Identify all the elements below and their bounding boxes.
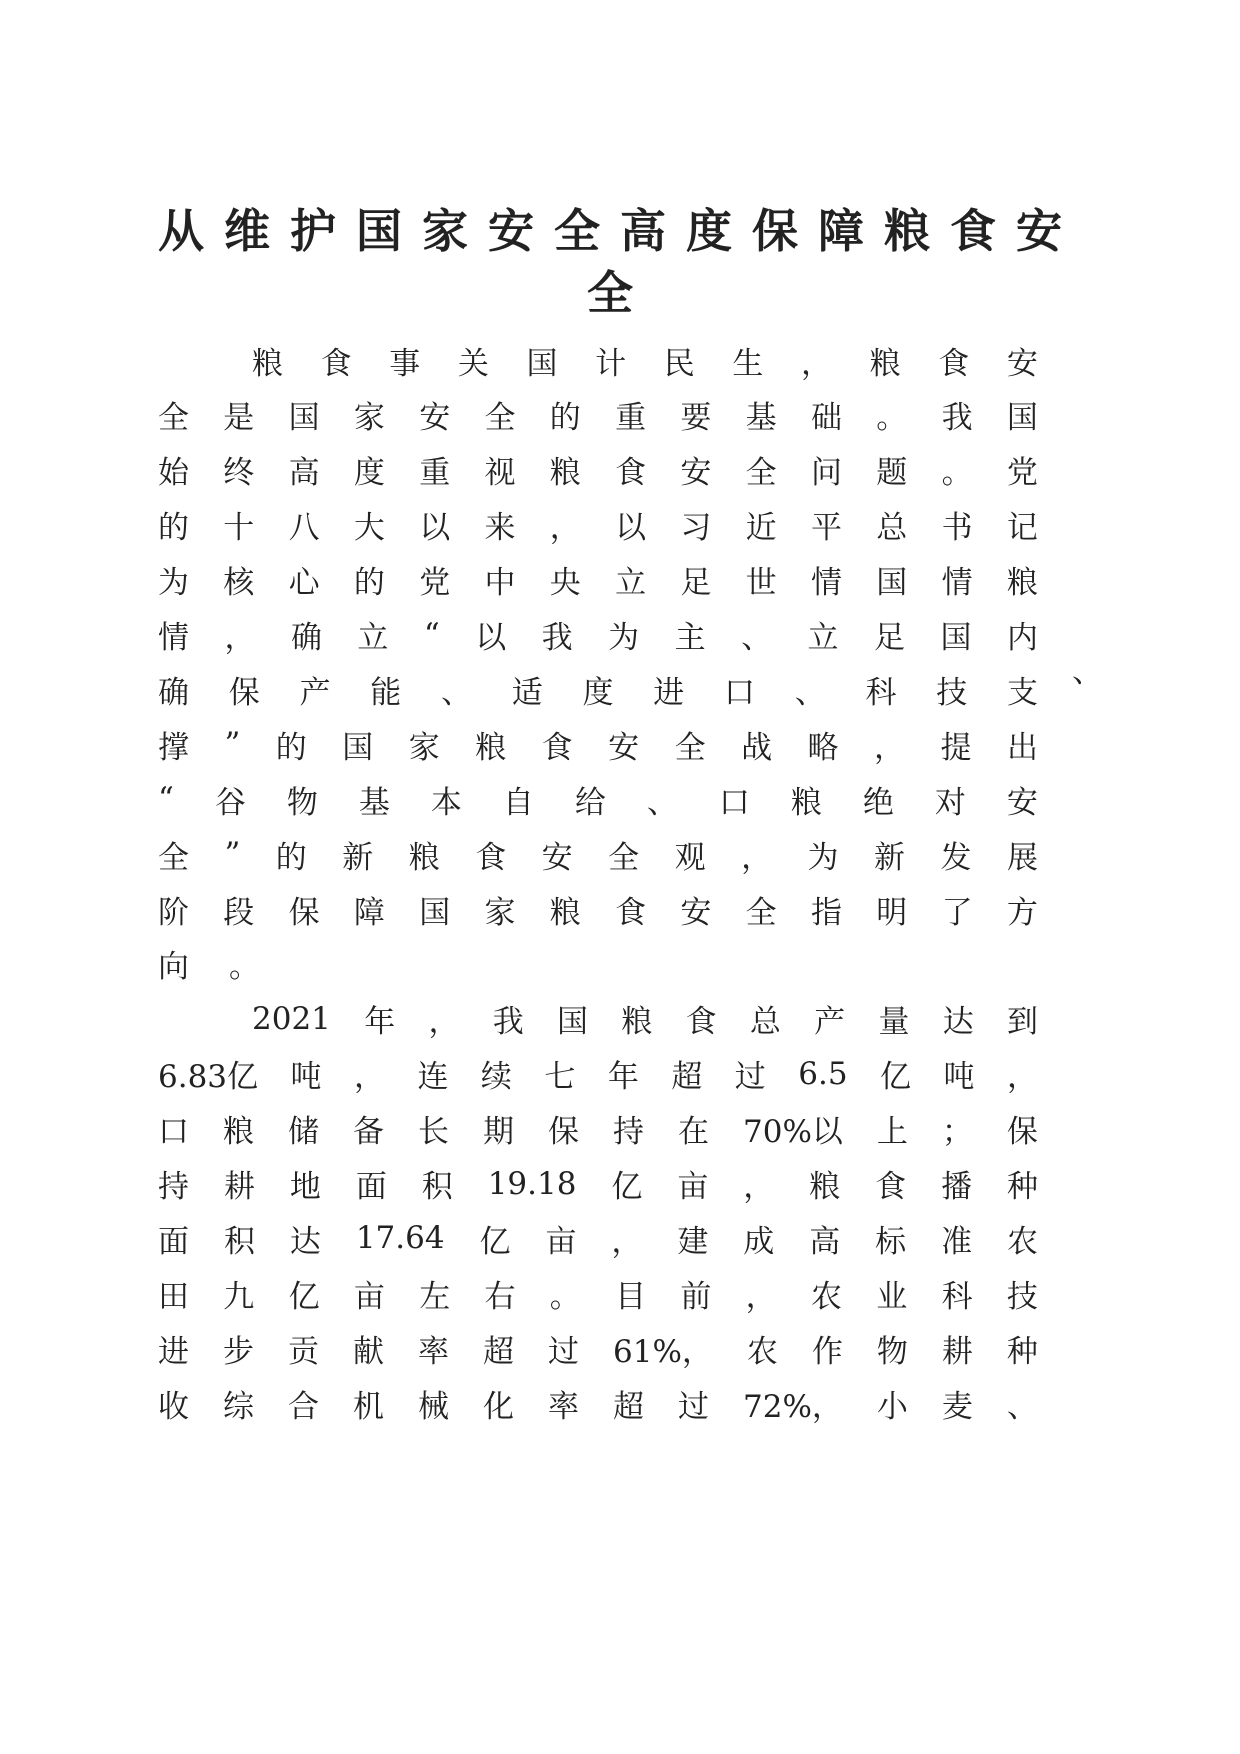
text-line: 收 综 合 机 械 化 率 超 过 72%， 小 麦 、 xyxy=(158,1388,1038,1425)
text-line: 始 终 高 度 重 视 粮 食 安 全 问 题 。 党 xyxy=(158,455,1038,492)
text-line: “ 谷 物 基 本 自 给 、 口 粮 绝 对 安 xyxy=(158,781,1038,821)
text-line: 向 。 xyxy=(158,949,260,986)
document-title: 从维护国家安全高度保障粮食安全 xyxy=(158,204,1082,320)
text-line: 的 十 八 大 以 来 ， 以 习 近 平 总 书 记 xyxy=(158,510,1038,547)
text-line: 情 ， 确 立 “ 以 我 为 主 、 立 足 国 内 xyxy=(158,616,1038,656)
text-line: 为 核 心 的 党 中 央 立 足 世 情 国 情 粮 xyxy=(158,565,1038,602)
text-line: 阶 段 保 障 国 家 粮 食 安 全 指 明 了 方 xyxy=(158,894,1038,931)
text-line: 持 耕 地 面 积 19.18 亿 亩 ， 粮 食 播 种 xyxy=(158,1165,1038,1205)
text-line: 6.83亿 吨 ， 连 续 七 年 超 过 6.5 亿 吨 ， xyxy=(158,1055,1038,1096)
text-line: 粮 食 事 关 国 计 民 生 ， 粮 食 安 xyxy=(252,345,1038,382)
text-line: 撑 ” 的 国 家 粮 食 安 全 战 略 ， 提 出 xyxy=(158,726,1038,766)
text-line: 确 保 产 能 、 适 度 进 口 、 科 技 支 xyxy=(158,674,1038,711)
text-line: 面 积 达 17.64 亿 亩 ， 建 成 高 标 准 农 xyxy=(158,1220,1038,1260)
text-line: 田 九 亿 亩 左 右 。 目 前 ， 农 业 科 技 xyxy=(158,1278,1038,1315)
overhang-punctuation: 、 xyxy=(1072,654,1103,690)
text-line: 2021 年 ， 我 国 粮 食 总 产 量 达 到 xyxy=(252,1000,1038,1041)
text-line: 进 步 贡 献 率 超 过 61%， 农 作 物 耕 种 xyxy=(158,1333,1038,1370)
text-line: 口 粮 储 备 长 期 保 持 在 70%以 上 ； 保 xyxy=(158,1114,1038,1151)
text-line: 全 是 国 家 安 全 的 重 要 基 础 。 我 国 xyxy=(158,400,1038,437)
text-line: 全 ” 的 新 粮 食 安 全 观 ， 为 新 发 展 xyxy=(158,836,1038,876)
